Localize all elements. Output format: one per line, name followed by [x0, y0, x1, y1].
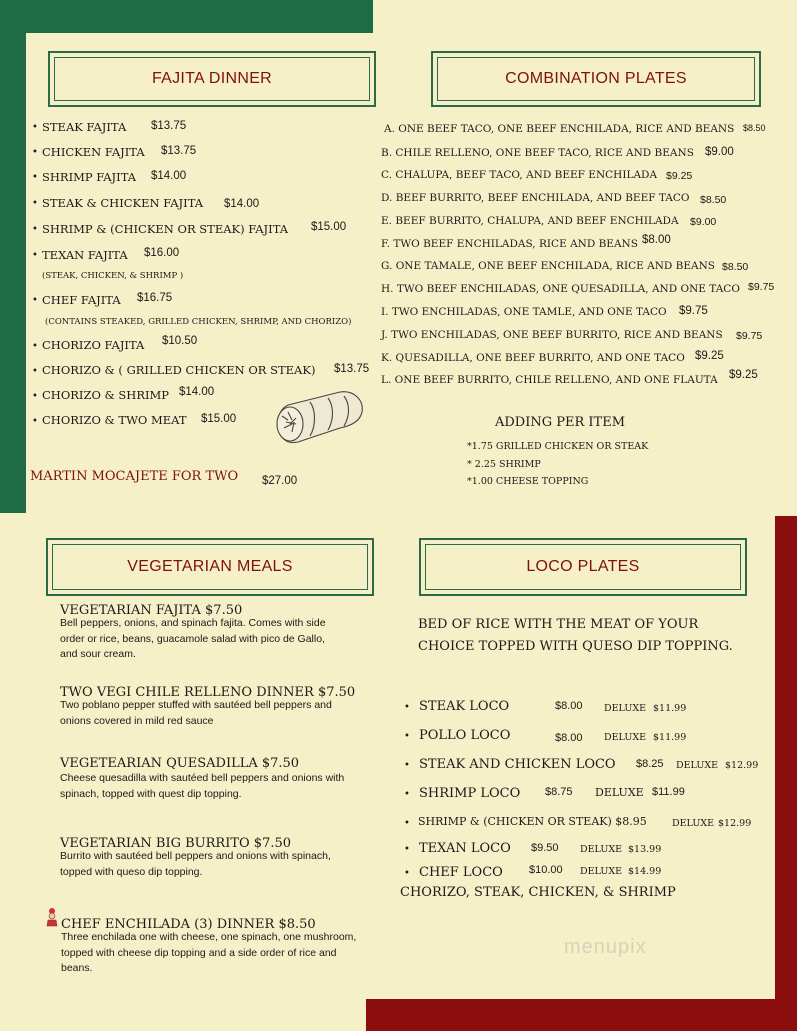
- combo-item: D. BEEF BURRITO, BEEF ENCHILADA, AND BEEF TACO: [381, 192, 690, 204]
- combo-item: H. TWO BEEF ENCHILADAS, ONE QUESADILLA, AND ONE TACO: [381, 283, 740, 295]
- adding-item: *1.00 CHEESE TOPPING: [467, 476, 589, 487]
- combo-price: $8.50: [722, 261, 749, 273]
- menu-item-price: $10.50: [162, 335, 198, 347]
- bullet: •: [404, 789, 410, 800]
- menu-item-name: CHORIZO & SHRIMP: [42, 388, 170, 402]
- bullet: •: [32, 295, 38, 306]
- bullet: •: [32, 224, 38, 235]
- menu-item-price: $14.00: [179, 386, 215, 398]
- deluxe-label: DELUXE: [604, 732, 647, 743]
- adding-item: *1.75 GRILLED CHICKEN OR STEAK: [467, 441, 649, 452]
- adding-item: * 2.25 SHRIMP: [467, 459, 541, 470]
- combo-price: $9.25: [666, 170, 693, 182]
- veg-item-title: CHEF ENCHILADA (3) DINNER $8.50: [61, 917, 316, 932]
- menu-item-price: $13.75: [161, 145, 197, 157]
- loco-footer: CHORIZO, STEAK, CHICKEN, & SHRIMP: [400, 885, 676, 900]
- deluxe-price: $11.99: [653, 703, 687, 714]
- menu-item-price: $15.00: [201, 413, 237, 425]
- loco-intro: BED OF RICE WITH THE MEAT OF YOUR CHOICE TOPPED WITH QUESO DIP TOPPING.: [418, 617, 733, 654]
- menu-item-price: $16.00: [144, 247, 180, 259]
- bullet: •: [32, 147, 38, 158]
- menu-item-name: STEAK FAJITA: [42, 120, 127, 134]
- bullet: •: [32, 172, 38, 183]
- chef-icon: [44, 907, 60, 927]
- combo-item: B. CHILE RELLENO, ONE BEEF TACO, RICE AND BEANS: [381, 147, 694, 159]
- combo-price: $8.50: [700, 194, 727, 206]
- bullet: •: [404, 818, 410, 829]
- menu-item-name: TEXAN FAJITA: [42, 248, 128, 262]
- menu-item-name: STEAK & CHICKEN FAJITA: [42, 196, 204, 210]
- veg-item-desc: Three enchilada one with cheese, one spinach, one mushroom, topped with cheese dip topping and a side order of rice and beans.: [61, 931, 357, 974]
- combo-price: $9.25: [729, 369, 758, 381]
- veg-item-title: VEGETARIAN BIG BURRITO $7.50: [60, 836, 292, 851]
- deluxe-label: DELUXE: [580, 866, 623, 877]
- bullet: •: [32, 366, 38, 377]
- bullet: •: [404, 760, 410, 771]
- loco-item-price: $8.25: [636, 758, 664, 770]
- combo-item: F. TWO BEEF ENCHILADAS, RICE AND BEANS: [381, 238, 638, 250]
- cream-panel: [0, 999, 366, 1031]
- loco-item-name: SHRIMP LOCO: [419, 786, 521, 801]
- veg-item-title: TWO VEGI CHILE RELLENO DINNER $7.50: [60, 685, 356, 700]
- loco-item-name: POLLO LOCO: [419, 728, 511, 743]
- loco-item-name: SHRIMP & (CHICKEN OR STEAK) $8.95: [418, 815, 647, 828]
- bullet: •: [32, 341, 38, 352]
- combo-price: $9.75: [748, 281, 775, 293]
- menu-item-name: CHORIZO & ( GRILLED CHICKEN OR STEAK): [42, 363, 316, 377]
- loco-section-title: LOCO PLATES: [425, 544, 741, 590]
- deluxe-label: DELUXE: [604, 703, 647, 714]
- menu-item-price: $13.75: [151, 120, 187, 132]
- deluxe-label: DELUXE: [580, 844, 623, 855]
- menu-item-price: $16.75: [137, 292, 173, 304]
- combo-price: $9.00: [705, 146, 734, 158]
- bullet: •: [32, 391, 38, 402]
- loco-item-price: $8.00: [555, 700, 583, 712]
- menu-item-note: (STEAK, CHICKEN, & SHRIMP ): [42, 271, 184, 281]
- loco-item-price: $9.50: [531, 842, 559, 854]
- deluxe-label: DELUXE: [676, 760, 719, 771]
- bullet: •: [404, 702, 410, 713]
- bullet: •: [32, 122, 38, 133]
- vegetarian-section-title: VEGETARIAN MEALS: [52, 544, 368, 590]
- combo-item: A. ONE BEEF TACO, ONE BEEF ENCHILADA, RICE AND BEANS: [384, 123, 735, 135]
- cream-panel: [373, 0, 797, 33]
- loco-header-box: [419, 538, 747, 596]
- deluxe-price: $12.99: [718, 818, 752, 829]
- menu-item-price: $15.00: [311, 221, 347, 233]
- adding-title: ADDING PER ITEM: [495, 415, 626, 430]
- bullet: •: [32, 198, 38, 209]
- loco-item-price: $8.75: [545, 786, 573, 798]
- veg-item-desc: Burrito with sautéed bell peppers and onions with spinach, topped with queso dip topping.: [60, 850, 331, 878]
- menu-item-name: CHORIZO FAJITA: [42, 338, 145, 352]
- combo-item: I. TWO ENCHILADAS, ONE TAMLE, AND ONE TACO: [381, 306, 667, 318]
- menu-item-price: $14.00: [151, 170, 187, 182]
- veg-item-title: VEGETEARIAN QUESADILLA $7.50: [60, 756, 300, 771]
- burrito-icon: [270, 388, 368, 448]
- combo-item: C. CHALUPA, BEEF TACO, AND BEEF ENCHILADA: [381, 169, 658, 181]
- deluxe-price: $13.99: [628, 844, 662, 855]
- deluxe-price: $11.99: [652, 786, 685, 798]
- veg-item-desc: Bell peppers, onions, and spinach fajita. Comes with side order or rice, beans, guacamole salad with pico de Gallo, and sour cream.: [60, 617, 326, 660]
- special-item-name: MARTIN MOCAJETE FOR TWO: [30, 469, 239, 484]
- bullet: •: [404, 731, 410, 742]
- veg-item-desc: Two poblano pepper stuffed with sautéed bell peppers and onions covered in mild red sauce: [60, 699, 332, 727]
- menu-item-note: (CONTAINS STEAKED, GRILLED CHICKEN, SHRIMP, AND CHORIZO): [45, 317, 352, 327]
- loco-item-price: $8.00: [555, 732, 583, 744]
- loco-item-price: $10.00: [529, 864, 563, 876]
- combo-item: J. TWO ENCHILADAS, ONE BEEF BURRITO, RICE AND BEANS: [381, 329, 723, 341]
- combo-item: L. ONE BEEF BURRITO, CHILE RELLENO, AND ONE FLAUTA: [381, 374, 718, 386]
- fajita-section-title: FAJITA DINNER: [54, 57, 370, 101]
- deluxe-price: $14.99: [628, 866, 662, 877]
- deluxe-label: DELUXE: [595, 786, 644, 799]
- watermark-logo: menupix: [564, 936, 647, 958]
- combo-price: $9.75: [736, 330, 763, 342]
- bullet: •: [404, 844, 410, 855]
- menu-item-name: SHRIMP & (CHICKEN OR STEAK) FAJITA: [42, 222, 289, 236]
- menu-item-name: CHICKEN FAJITA: [42, 145, 145, 159]
- combination-header-box: [431, 51, 761, 107]
- menu-item-price: $14.00: [224, 198, 260, 210]
- combo-price: $9.00: [690, 216, 717, 228]
- loco-item-name: CHEF LOCO: [419, 865, 503, 880]
- menu-item-price: $13.75: [334, 363, 370, 375]
- bullet: •: [32, 416, 38, 427]
- deluxe-price: $12.99: [725, 760, 759, 771]
- combo-price: $8.50: [743, 123, 766, 133]
- veg-item-desc: Cheese quesadilla with sautéed bell peppers and onions with spinach, topped with quest dip topping.: [60, 772, 345, 800]
- special-item-price: $27.00: [262, 475, 298, 487]
- vegetarian-header-box: [46, 538, 374, 596]
- bullet: •: [32, 250, 38, 261]
- combo-item: G. ONE TAMALE, ONE BEEF ENCHILADA, RICE AND BEANS: [381, 260, 715, 272]
- combo-item: E. BEEF BURRITO, CHALUPA, AND BEEF ENCHILADA: [381, 215, 679, 227]
- loco-item-name: TEXAN LOCO: [419, 841, 511, 856]
- bullet: •: [404, 868, 410, 879]
- deluxe-label: DELUXE: [672, 818, 715, 829]
- loco-item-name: STEAK LOCO: [419, 699, 510, 714]
- combo-item: K. QUESADILLA, ONE BEEF BURRITO, AND ONE TACO: [381, 352, 685, 364]
- combo-price: $9.75: [679, 305, 708, 317]
- menu-item-name: SHRIMP FAJITA: [42, 170, 137, 184]
- loco-item-name: STEAK AND CHICKEN LOCO: [419, 757, 616, 772]
- fajita-header-box: [48, 51, 376, 107]
- menu-item-name: CHEF FAJITA: [42, 293, 121, 307]
- menu-item-name: CHORIZO & TWO MEAT: [42, 413, 187, 427]
- veg-item-title: VEGETARIAN FAJITA $7.50: [60, 603, 243, 618]
- combo-price: $8.00: [642, 234, 671, 246]
- combination-section-title: COMBINATION PLATES: [437, 57, 755, 101]
- combo-price: $9.25: [695, 350, 724, 362]
- deluxe-price: $11.99: [653, 732, 687, 743]
